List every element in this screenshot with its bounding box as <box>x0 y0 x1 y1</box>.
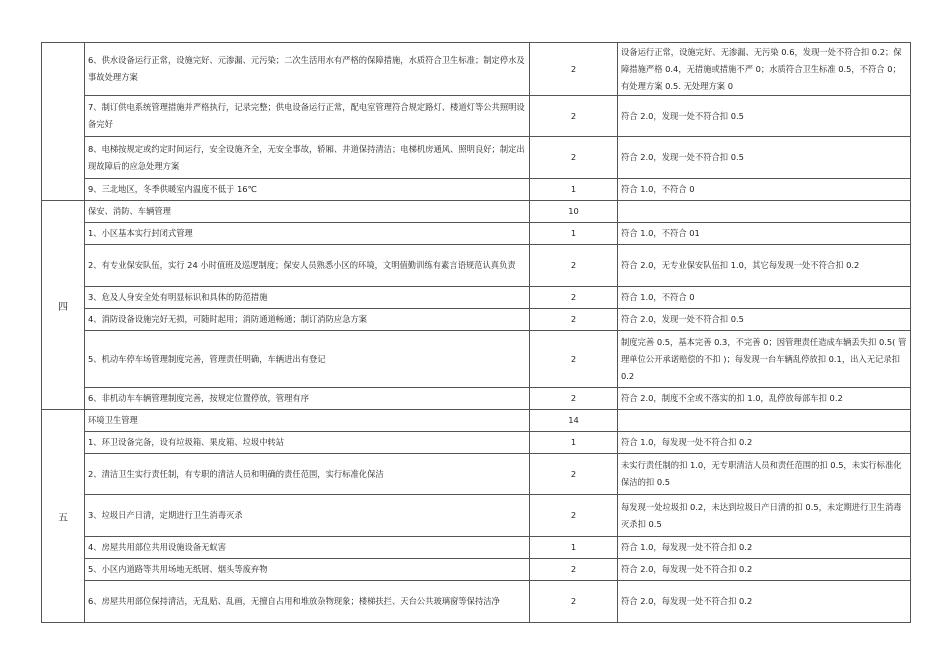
score-cell: 2 <box>530 245 618 286</box>
standard-text: 2、清洁卫生实行责任制，有专职的清洁人员和明确的责任范围，实行标准化保洁 <box>88 468 384 479</box>
criteria-text: 符合 1.0，每发现一处不符合扣 0.2 <box>621 542 753 552</box>
table-row <box>85 388 911 409</box>
standard-text-cell <box>85 495 530 536</box>
criteria-cell <box>618 201 911 222</box>
standard-text-cell <box>85 331 530 387</box>
score-cell: 2 <box>530 559 618 580</box>
table-row <box>85 287 911 309</box>
standard-text: 6、房屋共用部位保持清洁，无乱贴、乱画，无擅自占用和堆放杂物现象；楼梯扶拦、天台公共玻璃窗等保持洁净 <box>88 596 500 606</box>
table-section <box>41 42 911 201</box>
criteria-cell <box>618 581 911 622</box>
standard-text-cell <box>85 537 530 558</box>
criteria-cell <box>618 43 911 95</box>
score-cell: 1 <box>530 537 618 558</box>
standard-text-cell <box>85 179 530 200</box>
standard-text: 保安、消防、车辆管理 <box>88 206 171 216</box>
table-section <box>41 410 911 623</box>
criteria-text: 符合 2.0，每发现一处不符合扣 0.2 <box>621 596 753 606</box>
score-cell: 2 <box>530 495 618 536</box>
standard-text-cell <box>85 309 530 330</box>
score-cell: 2 <box>530 581 618 622</box>
standard-text-cell <box>85 581 530 622</box>
criteria-cell <box>618 179 911 200</box>
criteria-text: 制度完善 0.5，基本完善 0.3，不完善 0；因管理责任造成车辆丢失扣 0.5( 管理单位公开承诺赔偿的不扣 )；每发现一台车辆乱停放扣 0.1，出入无记录扣 0.2 <box>621 336 907 381</box>
standard-text: 环境卫生管理 <box>88 415 138 425</box>
standard-text-cell <box>85 410 530 431</box>
table-row <box>85 331 911 388</box>
criteria-text: 符合 2.0，发现一处不符合扣 0.5 <box>621 110 744 121</box>
table-row <box>85 581 911 622</box>
standard-text-cell <box>85 245 530 286</box>
standard-text: 4、房屋共用部位共用设施设备无蚁害 <box>88 542 227 552</box>
standard-text-cell <box>85 223 530 244</box>
standard-text: 3、危及人身安全处有明显标识和具体的防范措施 <box>88 292 268 302</box>
score-cell: 14 <box>530 410 618 431</box>
score-cell: 2 <box>530 309 618 330</box>
criteria-cell <box>618 432 911 453</box>
table-row <box>85 96 911 137</box>
table-section <box>41 201 911 410</box>
standard-text-cell <box>85 559 530 580</box>
criteria-cell <box>618 223 911 244</box>
standard-text-cell <box>85 388 530 409</box>
score-cell: 1 <box>530 223 618 244</box>
table-row <box>85 223 911 245</box>
criteria-text: 符合 1.0，不符合 0 <box>621 292 695 302</box>
criteria-cell <box>618 309 911 330</box>
standard-text-cell <box>85 137 530 178</box>
table-row <box>85 201 911 223</box>
table-row <box>85 309 911 331</box>
criteria-cell <box>618 495 911 536</box>
standard-text: 6、供水设备运行正常，设施完好、元渗漏、元污染；二次生活用水有严格的保障措施，水质符合卫生标准；制定停水及事故处理方案 <box>88 55 525 82</box>
criteria-text: 未实行责任制的扣 1.0，无专职清洁人员和责任范围的扣 0.5，未实行标准化保洁的扣 0.5 <box>621 460 902 487</box>
criteria-text: 符合 1.0，不符合 0 <box>621 184 695 194</box>
table-row <box>85 179 911 200</box>
score-cell: 2 <box>530 137 618 178</box>
standard-text: 5、小区内道路等共用场地无纸屑、烟头等废弃物 <box>88 564 268 574</box>
criteria-cell <box>618 559 911 580</box>
standard-text: 8、电梯按规定或约定时间运行，安全设施齐全，无安全事故，轿厢、井道保持清洁；电梯机房通风、照明良好；制定出现故障后的应急处理方案 <box>88 143 525 171</box>
score-cell: 2 <box>530 388 618 409</box>
score-cell: 1 <box>530 179 618 200</box>
table-row <box>85 454 911 495</box>
criteria-cell <box>618 537 911 558</box>
standard-text: 1、环卫设备完备，设有垃圾箱、果皮箱、垃圾中转站 <box>88 437 285 447</box>
criteria-cell <box>618 331 911 387</box>
criteria-text: 符合 2.0，无专业保安队伍扣 1.0，其它每发现一处不符合扣 0.2 <box>621 260 860 270</box>
table-row <box>85 432 911 454</box>
criteria-cell <box>618 96 911 136</box>
score-cell: 2 <box>530 43 618 95</box>
criteria-cell <box>618 137 911 178</box>
criteria-cell <box>618 245 911 286</box>
criteria-cell <box>618 287 911 308</box>
table-row <box>85 410 911 432</box>
criteria-text: 符合 2.0，发现一处不符合扣 0.5 <box>621 314 744 324</box>
criteria-cell <box>618 388 911 409</box>
standard-text-cell <box>85 432 530 453</box>
table-row <box>85 495 911 537</box>
criteria-text: 符合 2.0，每发现一处不符合扣 0.2 <box>621 564 753 574</box>
table-row <box>85 245 911 287</box>
criteria-text: 符合 1.0，每发现一处不符合扣 0.2 <box>621 437 753 447</box>
standard-text: 7、制订供电系统管理措施并严格执行，记录完整；供电设备运行正常，配电室管理符合规定路灯、楼道灯等公共照明设备完好 <box>88 102 525 129</box>
score-cell: 2 <box>530 331 618 387</box>
standard-text-cell <box>85 43 530 95</box>
standard-text-cell <box>85 287 530 308</box>
score-cell: 1 <box>530 432 618 453</box>
score-cell: 10 <box>530 201 618 222</box>
standard-text: 1、小区基本实行封闭式管理 <box>88 228 193 238</box>
section-number: 五 <box>41 410 85 622</box>
table-row <box>85 43 911 96</box>
score-cell: 2 <box>530 287 618 308</box>
scoring-table <box>41 42 911 623</box>
table-row <box>85 137 911 179</box>
standard-text: 2、有专业保安队伍，实行 24 小时值班及巡逻制度；保安人员熟悉小区的环境，文明值勤训练有素言语规范认真负责 <box>88 260 516 270</box>
criteria-text: 每发现一处垃圾扣 0.2，未达到垃圾日产日清的扣 0.5，未定期进行卫生消毒灭杀扣 0.5 <box>621 501 902 529</box>
table-row <box>85 559 911 581</box>
criteria-text: 符合 2.0，发现一处不符合扣 0.5 <box>621 152 744 162</box>
standard-text: 3、垃圾日产日清，定期进行卫生消毒灭杀 <box>88 510 243 520</box>
standard-text-cell <box>85 96 530 136</box>
section-number: 四 <box>41 201 85 409</box>
score-cell: 2 <box>530 96 618 136</box>
standard-text: 4、消防设备设施完好无损，可随时起用；消防通道畅通；制订消防应急方案 <box>88 314 368 324</box>
standard-text: 6、非机动车车辆管理制度完善，按规定位置停放，管理有序 <box>88 393 309 403</box>
criteria-text: 设备运行正常，设施完好、无渗漏、无污染 0.6，发现一处不符合扣 0.2；保障措施严格 0.4，无措施或措施不严 0；水质符合卫生标准 0.5，不符合 0；有处理方案 0.5. 无处理方案 0 <box>621 46 902 91</box>
criteria-text: 符合 1.0，不符合 01 <box>621 228 700 238</box>
table-row <box>85 537 911 559</box>
section-number <box>41 43 85 200</box>
criteria-cell <box>618 410 911 431</box>
criteria-text: 符合 2.0，制度不全或不落实的扣 1.0，乱停放每部车扣 0.2 <box>621 393 843 403</box>
score-cell: 2 <box>530 454 618 494</box>
standard-text-cell <box>85 454 530 494</box>
criteria-cell <box>618 454 911 494</box>
standard-text: 9、三北地区，冬季供暖室内温度不低于 16℃ <box>88 184 257 194</box>
standard-text-cell <box>85 201 530 222</box>
standard-text: 5、机动车停车场管理制度完善，管理责任明确，车辆进出有登记 <box>88 353 326 364</box>
